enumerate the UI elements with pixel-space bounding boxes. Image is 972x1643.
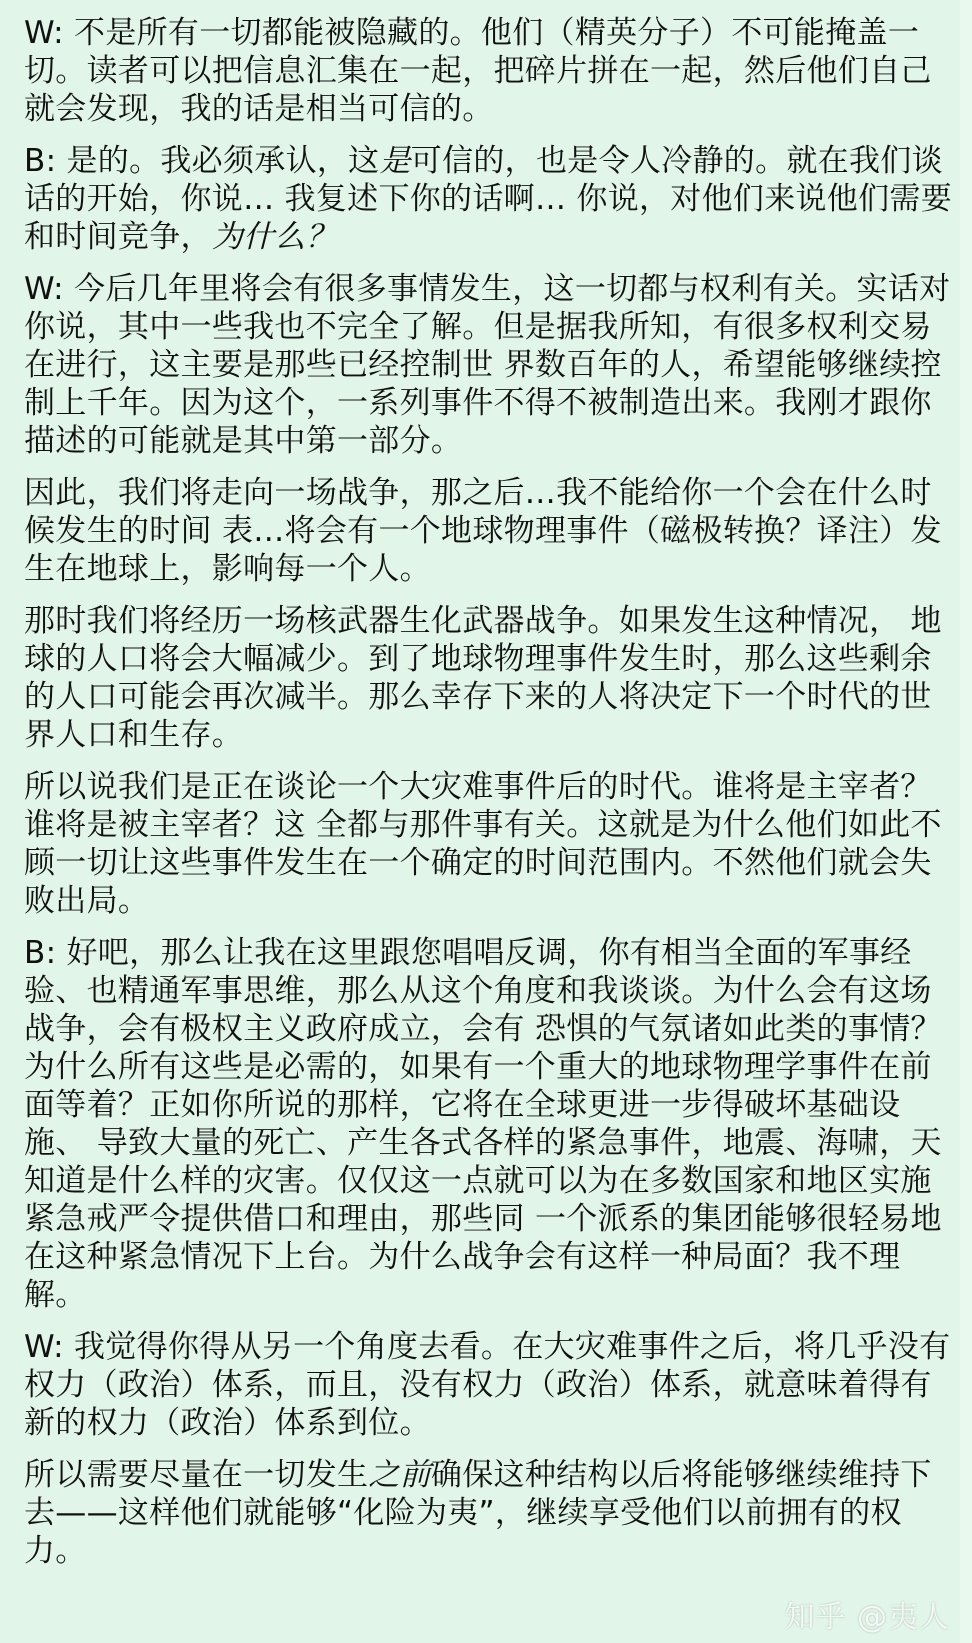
article-body [24, 14, 954, 1584]
paragraph-5: 那时我们将经历一场核武器生化武器战争。如果发生这种情况， 地球的人口将会大幅减少。到了地球物理事件发生时，那么这些剩余的人口可能会再次减半。那么幸存下来的人将决定下一个时代的世界人口和生存。 [24, 603, 942, 753]
paragraph-6: 所以说我们是正在谈论一个大灾难事件后的时代。谁将是主宰者？谁将是被主宰者？这 全都与那件事有关。这就是为什么他们如此不顾一切让这些事件发生在一个确定的时间范围内。不然他们就会失败出局。 [24, 769, 942, 919]
paragraph-9-mid: 确保这种结构以后将能够继续维持下 去——这样他们就能够“化险为夷”，继续享受他们以前拥有的权力。 [24, 1457, 932, 1569]
paragraph-3: W: 今后几年里将会有很多事情发生，这一切都与权利有关。实话对你说，其中一些我也不完全了解。但是据我所知，有很多权利交易在进行，这主要是那些已经控制世 界数百年的人，希望能够继续控制上千年。因为这个，一系列事件不得不被制造出来。我刚才跟你描述的可能就是其中第一部分。 [24, 271, 951, 459]
paragraph-2-pre: B: 是的。我必须承认，这 [24, 143, 380, 179]
paragraph-2-italic-1: 是 [379, 143, 411, 179]
paragraph-2-italic-2: 为什么？ [211, 219, 338, 255]
paragraph-9-italic: 之前 [368, 1457, 431, 1493]
right-edge-strip [960, 0, 972, 1643]
zhihu-watermark: 知乎 @夷人 [784, 1600, 950, 1635]
paragraph-1: W: 不是所有一切都能被隐藏的。他们（精英分子）不可能掩盖一切。读者可以把信息汇集在一起，把碎片拼在一起，然后他们自己就会发现，我的话是相当可信的。 [24, 15, 932, 127]
paragraph-4: 因此，我们将走向一场战争，那之后…我不能给你一个会在什么时候发生的时间 表…将会有一个地球物理事件（磁极转换？译注）发生在地球上，影响每一个人。 [24, 475, 942, 587]
paragraph-2-mid: 可信的，也是令人冷静的。就在我们谈话的开始，你说… 我复述下你的话啊… 你说，对他们来说他们需要和时间竞争， [24, 143, 953, 255]
paragraph-8: W: 我觉得你得从另一个角度去看。在大灾难事件之后，将几乎没有权力（政治）体系，而且，没有权力（政治）体系，就意味着得有新的权力（政治）体系到位。 [24, 1329, 951, 1441]
paragraph-7: B: 好吧，那么让我在这里跟您唱唱反调，你有相当全面的军事经验、也精通军事思维，那么从这个角度和我谈谈。为什么会有这场战争，会有极权主义政府成立，会有 恐惧的气氛诸如此类的事情？为什么所有这些是必需的，如果有一个重大的地球物理学事件在前面等着？正如你所说的那样，它将在全球更进一步得破坏基础设施、 导致大量的死亡、产生各式各样的紧急事件，地震、海啸，天知道是什么样的灾害。仅仅这一点就可以为在多数国家和地区实施紧急戒严令提供借口和理由，那些同 一个派系的集团能够很轻易地在这种紧急情况下上台。为什么战争会有这样一种局面？我不理解。 [24, 935, 942, 1313]
paragraph-9-pre: 所以需要尽量在一切发生 [24, 1457, 369, 1493]
paragraph-9 [24, 1456, 954, 1570]
paragraph-2 [24, 142, 954, 256]
